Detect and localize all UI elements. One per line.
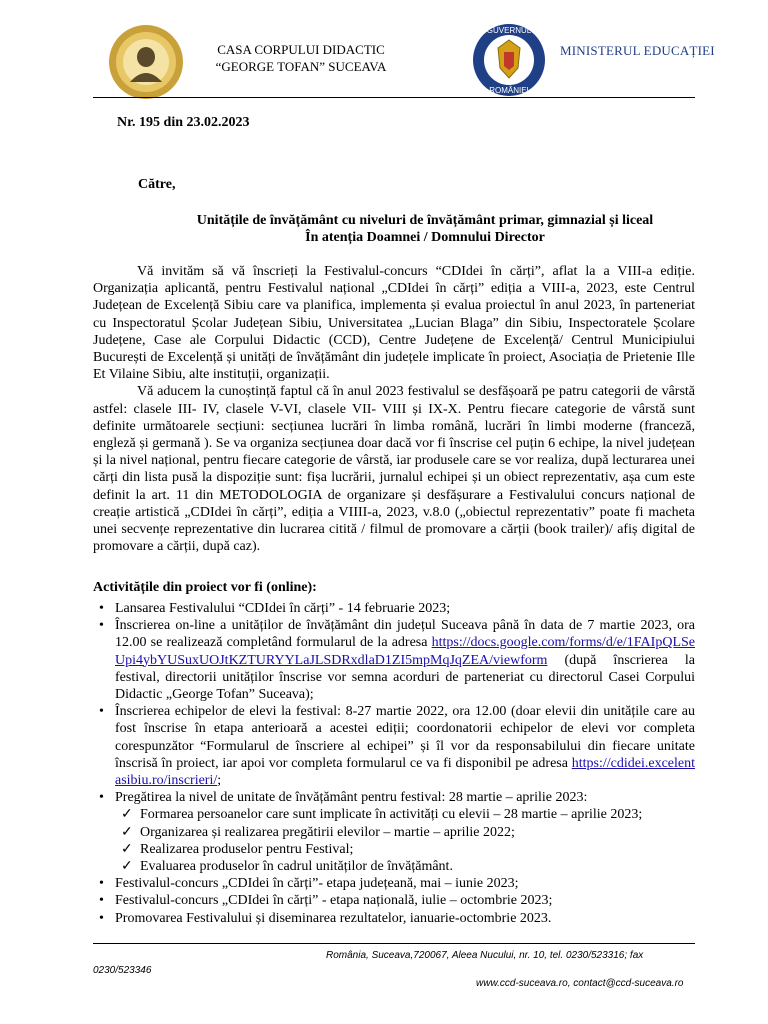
sub-item-text: Formarea persoanelor care sunt implicate în activități cu elevii – 28 martie – aprilie 2023; (140, 807, 643, 823)
paragraph-2: Vă aducem la cunoștință faptul că în anul 2023 festivalul se desfășoară pe patru categorii de vârstă astfel: clasele III- IV, clasele V-VI, clasele VII- VIII și IX-X. Pentru fiecare categorie de vârstă sunt definite următoarele secțiuni: secțiunea lucrări în limba română, lucrări în limbi moderne (franceză, engleză și germană ). Se va organiza secțiunea doar dacă vor fi înscrise cel puțin 6 echipe, la nivel județean și la nivel național, pentru fiecare categorie de vârstă, iar produsele care se vor realiza, după lecturarea unei cărți din lista pusă la dispoziție sunt: fișa lucrării, jurnalul echipei și un obiect reprezentativ, așa cum este definit la art. 11 din METODOLOGIA de organizare și desfășurare a Festivalului concurs național de creație artistică „CDIdei în cărți”, ediția a VIIII-a, 2023, v.8.0 („obiectul reprezentativ” poate fi macheta unei secvențe reprezentative din lucrarea citită / filmul de promovare a cărții (book trailer)/ afiș digital de promovare a cărții, după caz). (93, 384, 695, 555)
list-item (93, 703, 695, 789)
checkmark-icon: ✓ (121, 841, 133, 857)
recipient-line-1: Unitățile de învățământ cu niveluri de învățământ primar, gimnazial și liceal (196, 213, 654, 228)
sub-item-text: Realizarea produselor pentru Festival; (140, 841, 354, 857)
team-registration-link[interactable]: https://cdidei.excelentasibiu.ro/inscrieri/ (115, 755, 695, 789)
footer-address: România, Suceava,720067, Aleea Nucului, nr. 10, tel. 0230/523316; fax (326, 950, 644, 961)
org-line-2: “GEORGE TOFAN” SUCEAVA (215, 59, 387, 74)
recipient-line-2: În atenția Doamnei / Domnului Director (305, 230, 545, 245)
activities-list (93, 600, 695, 927)
list-item (93, 617, 695, 703)
activities-heading: Activitățile din proiect vor fi (online): (93, 580, 317, 595)
footer-fax: 0230/523346 (93, 965, 152, 976)
sub-item-text: Organizarea și realizarea pregătirii elevilor – martie – aprilie 2022; (140, 824, 515, 840)
letter-body (93, 263, 695, 555)
sub-item-text: Evaluarea produselor în cadrul unităților de învățământ. (140, 859, 453, 875)
government-seal (472, 22, 546, 98)
sub-list (115, 806, 695, 875)
recipient-block (160, 212, 690, 246)
addressee-label: Către, (138, 177, 176, 192)
footer-divider (93, 943, 695, 944)
item-text: ; (217, 773, 222, 789)
list-item (93, 789, 695, 875)
item-text: Înscrierea echipelor de elevi la festival: 8-27 martie 2022, ora 12.00 (doar elevii din unitățile care au fost înscrise în etapa anterioară a acestei ediții; coordonatorii echipelor de elevi vor completa corespunzător “Formularul de înscriere al echipei” și îl vor da responsabilului din fiecare unitate înscrisă în proiect, iar apoi vor completa formularul ce va fi disponibil pe adresa (115, 704, 695, 771)
sub-list-item (115, 858, 695, 875)
list-item: • Festivalul-concurs „CDIdei în cărți” - etapa națională, iulie – octombrie 2023; (93, 892, 695, 909)
seal-bottom-text: ROMÂNIEI (489, 86, 529, 95)
checkmark-icon: ✓ (121, 807, 133, 823)
sub-list-item (115, 841, 695, 858)
header-divider (93, 97, 695, 98)
list-item: • Promovarea Festivalului și diseminarea rezultatelor, ianuarie-octombrie 2023. (93, 910, 695, 927)
registration-form-link[interactable]: https://docs.google.com/forms/d/e/1FAIpQLSeUpi4ybYUSuxUOJtKZTURYYLaJLSDRxdlaD1ZI5mpMqJqZEA/viewform (115, 635, 695, 668)
footer-web-contact: www.ccd-suceava.ro, contact@ccd-suceava.ro (476, 978, 684, 989)
list-item: • Festivalul-concurs „CDIdei în cărți”- etapa județeană, mai – iunie 2023; (93, 875, 695, 892)
org-line-1: CASA CORPULUI DIDACTIC (217, 42, 385, 57)
organization-name (196, 41, 406, 75)
item-text: (după înscrierea la festival, directorii unităților înscrise vor semna acorduri de parteneriat cu directorul Casei Corpului Didactic „George Tofan” Suceava); (115, 652, 695, 703)
sub-list-item (115, 824, 695, 841)
ministry-name: MINISTERUL EDUCAȚIEI (560, 43, 715, 58)
document-number: Nr. 195 din 23.02.2023 (117, 115, 250, 130)
checkmark-icon: ✓ (121, 824, 133, 840)
item-text: Înscrierea on-line a unităților de învățământ din județul Suceava până în data de 7 martie 2023, ora 12.00 se realizează completând formularul de la adresa (115, 618, 695, 651)
paragraph-1: Vă invităm să vă înscrieți la Festivalul-concurs “CDIdei în cărți”, aflat la a VIII-a ediție. Organizația aplicantă, pentru Festivalul național „CDIdei în cărți” ediția a VIII-a, 2023, este Centrul Județean de Excelență Sibiu care va planifica, implementa și evalua proiectul în anul 2023, în parteneriat cu Inspectoratul Școlar Județean Sibiu, Universitatea „Lucian Blaga” din Sibiu, Inspectoratele Școlare Județene, Case ale Corpului Didactic (CCD), Centre Județene de Excelență/ Centrul Municipiului București de Excelență și unități de învățământ din județele implicate în proiect, Asociația de Prietenie Ille Et Vilaine Sibiu, alte instituții, organizații. (93, 264, 695, 383)
seal-top-text: GUVERNUL (486, 26, 532, 35)
sub-list-item (115, 806, 695, 823)
item-text: Pregătirea la nivel de unitate de învățământ pentru festival: 28 martie – aprilie 2023: (115, 790, 588, 806)
ccd-logo (108, 24, 184, 100)
list-item: • Lansarea Festivalului “CDIdei în cărți” - 14 februarie 2023; (93, 600, 695, 617)
checkmark-icon: ✓ (121, 859, 133, 875)
